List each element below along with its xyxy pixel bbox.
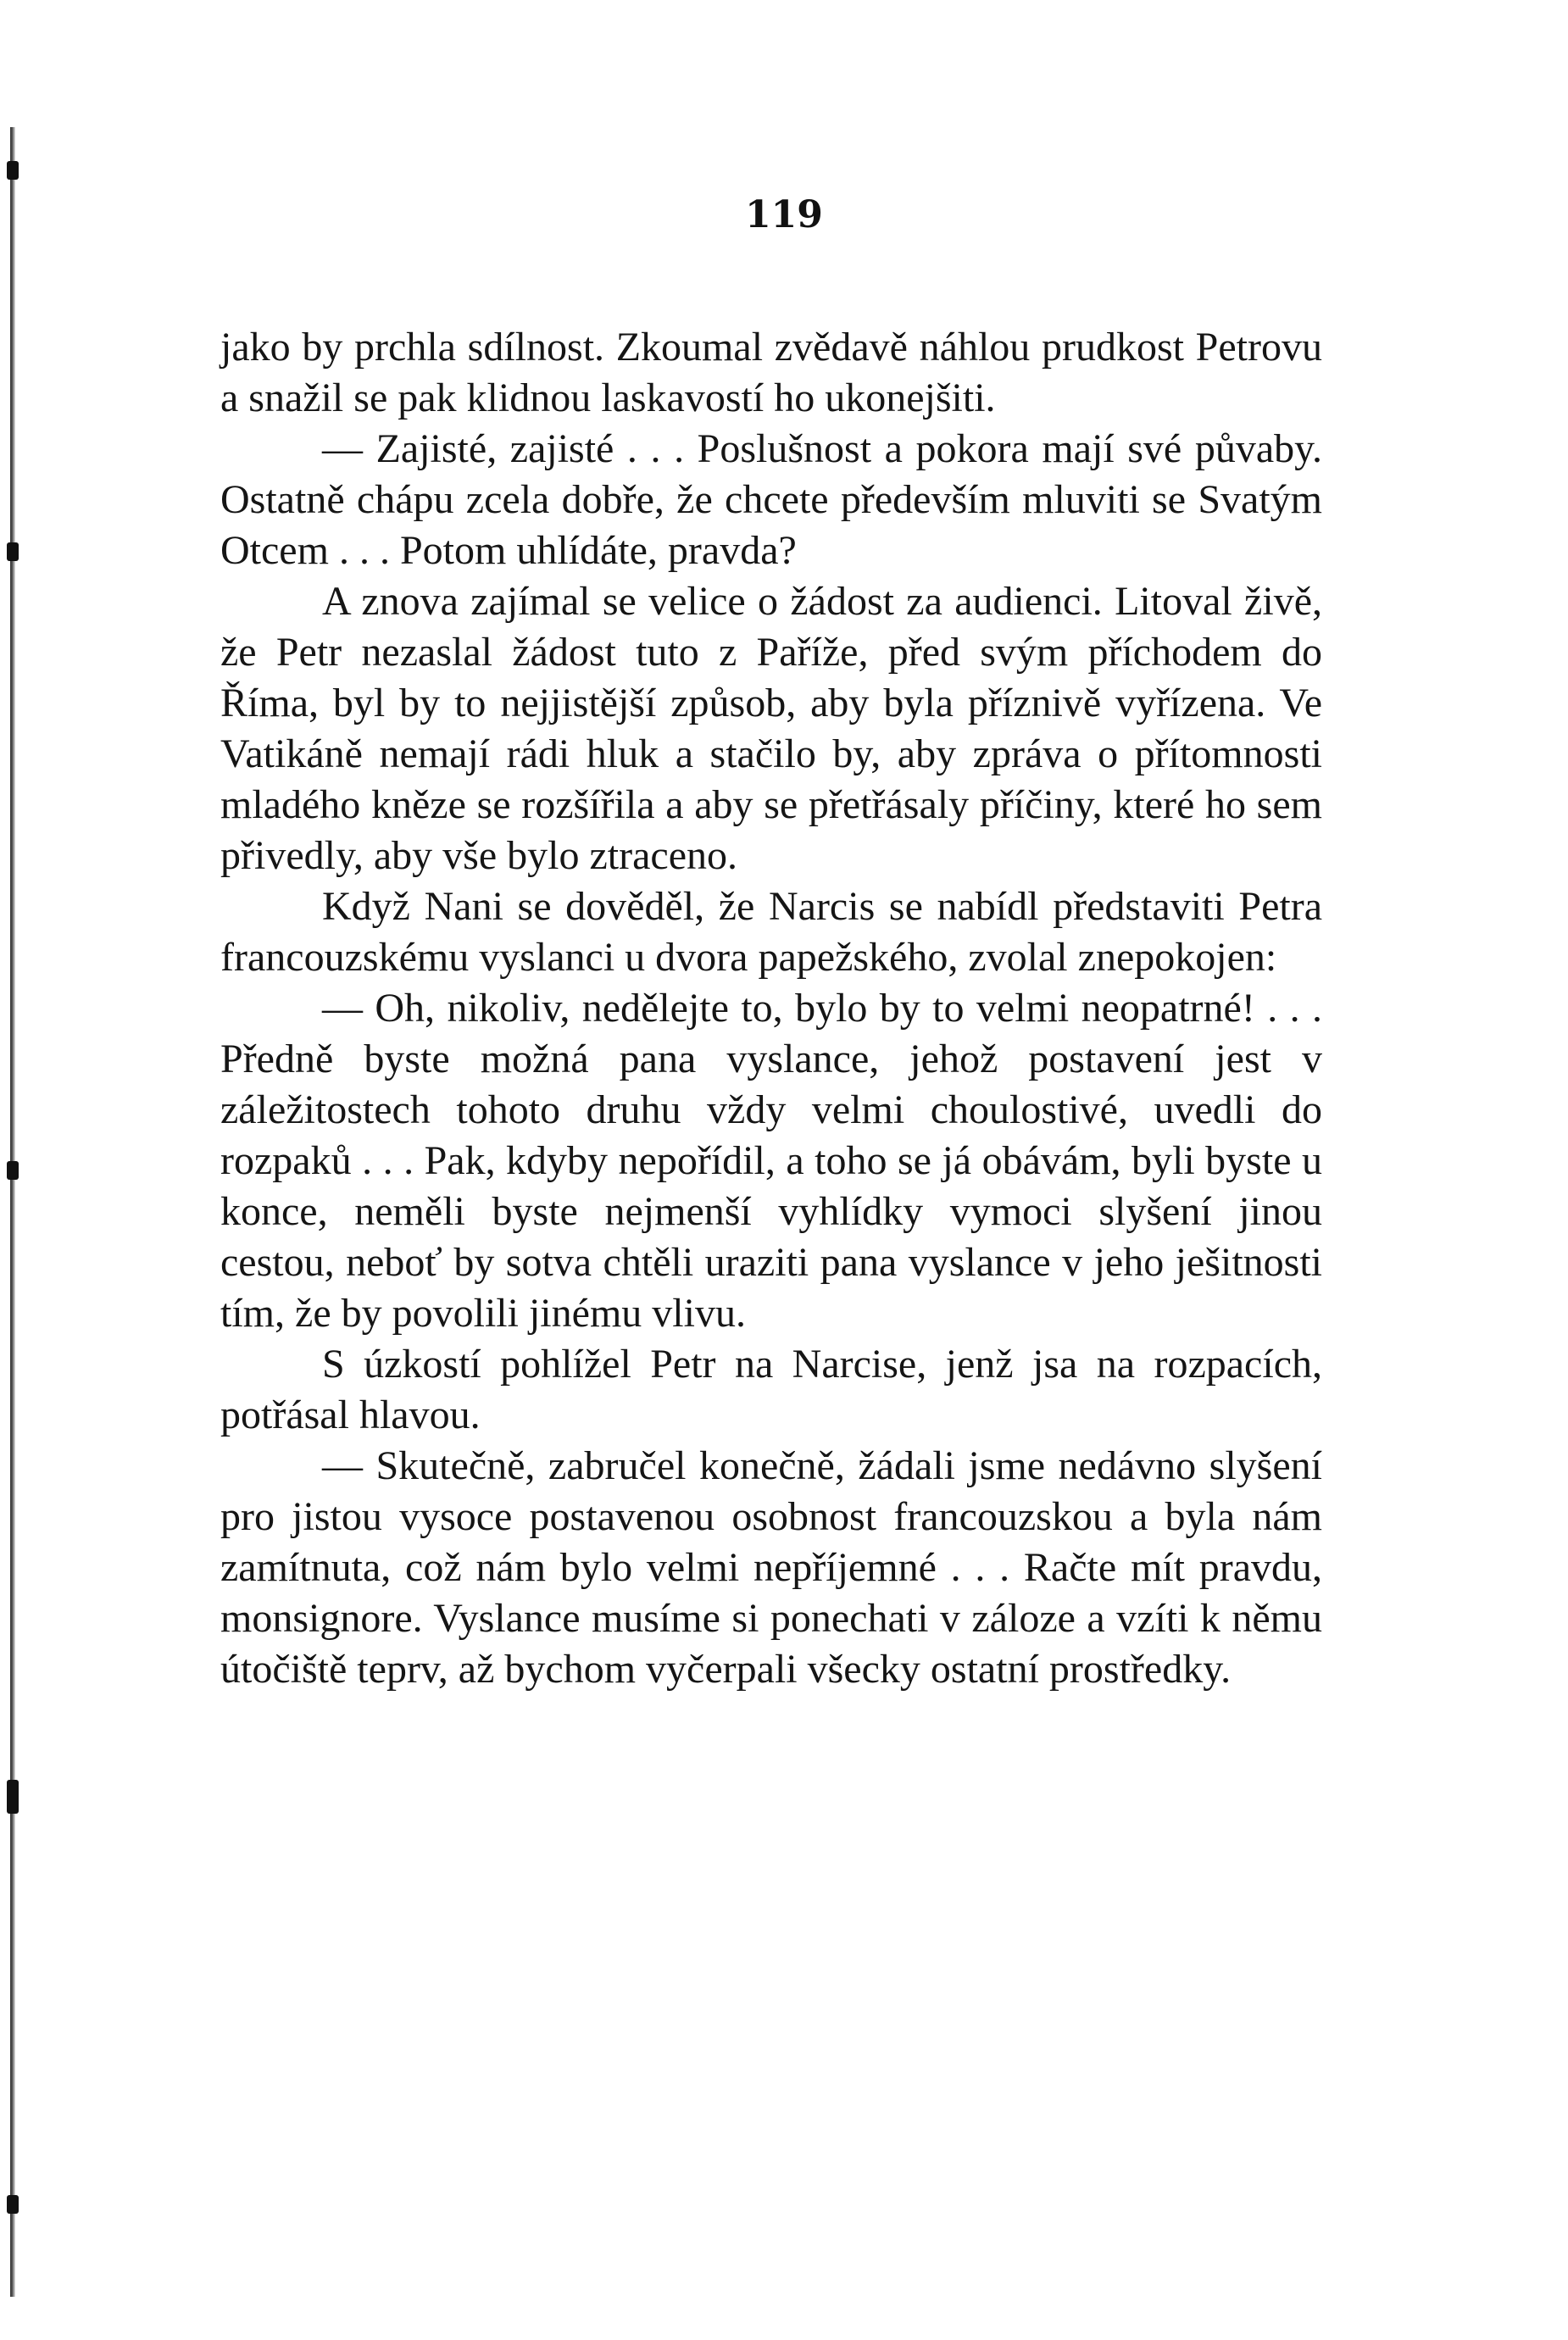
binding-mark (7, 542, 19, 561)
paragraph: — Zajisté, zajisté . . . Poslušnost a pokora mají své půvaby. Ostatně chápu zcela dobře, že chcete především mluviti se Svatým Otcem . . . Potom uhlídáte, pravda? (220, 426, 1322, 573)
page-binding-edge (10, 127, 15, 2297)
binding-mark (7, 2195, 19, 2214)
paragraph: Když Nani se dověděl, že Narcis se nabídl představiti Petra francouzskému vyslanci u dvora papežského, zvolal znepokojen: (220, 884, 1322, 980)
paragraph: — Skutečně, zabručel konečně, žádali jsme nedávno slyšení pro jistou vysoce postavenou osobnost francouzskou a byla nám zamítnuta, což nám bylo velmi nepříjemné . . . Račte mít pravdu, monsignore. Vyslance musíme si ponechati v záloze a vzíti k němu útočiště teprv, až bychom vyčerpali všecky ostatní prostředky. (220, 1443, 1322, 1692)
page-number: 119 (745, 193, 823, 236)
paragraph: A znova zajímal se velice o žádost za audienci. Litoval živě, že Petr nezaslal žádost tuto z Paříže, před svým příchodem do Říma, byl by to nejjistější způsob, aby byla příznivě vyřízena. Ve Vatikáně nemají rádi hluk a stačilo by, aby zpráva o přítomnosti mladého kněze se rozšířila a aby se přetřásaly příčiny, které ho sem přivedly, aby vše bylo ztraceno. (220, 579, 1322, 878)
body-text (220, 322, 1322, 1695)
binding-mark (7, 1780, 19, 1814)
paragraph: jako by prchla sdílnost. Zkoumal zvědavě náhlou prudkost Petrovu a snažil se pak klidnou laskavostí ho ukonejšiti. (220, 325, 1322, 420)
paragraph: S úzkostí pohlížel Petr na Narcise, jenž jsa na rozpacích, potřásal hlavou. (220, 1342, 1322, 1437)
binding-mark (7, 161, 19, 180)
binding-mark (7, 1161, 19, 1180)
paragraph: — Oh, nikoliv, nedělejte to, bylo by to velmi neopatrné! . . . Předně byste možná pana vyslance, jehož postavení jest v záležitostech tohoto druhu vždy velmi choulostivé, uvedli do rozpaků . . . Pak, kdyby nepořídil, a toho se já obávám, byli byste u konce, neměli byste nejmenší vyhlídky vymoci slyšení jinou cestou, neboť by sotva chtěli uraziti pana vyslance v jeho ješitnosti tím, že by povolili jinému vlivu. (220, 986, 1322, 1336)
